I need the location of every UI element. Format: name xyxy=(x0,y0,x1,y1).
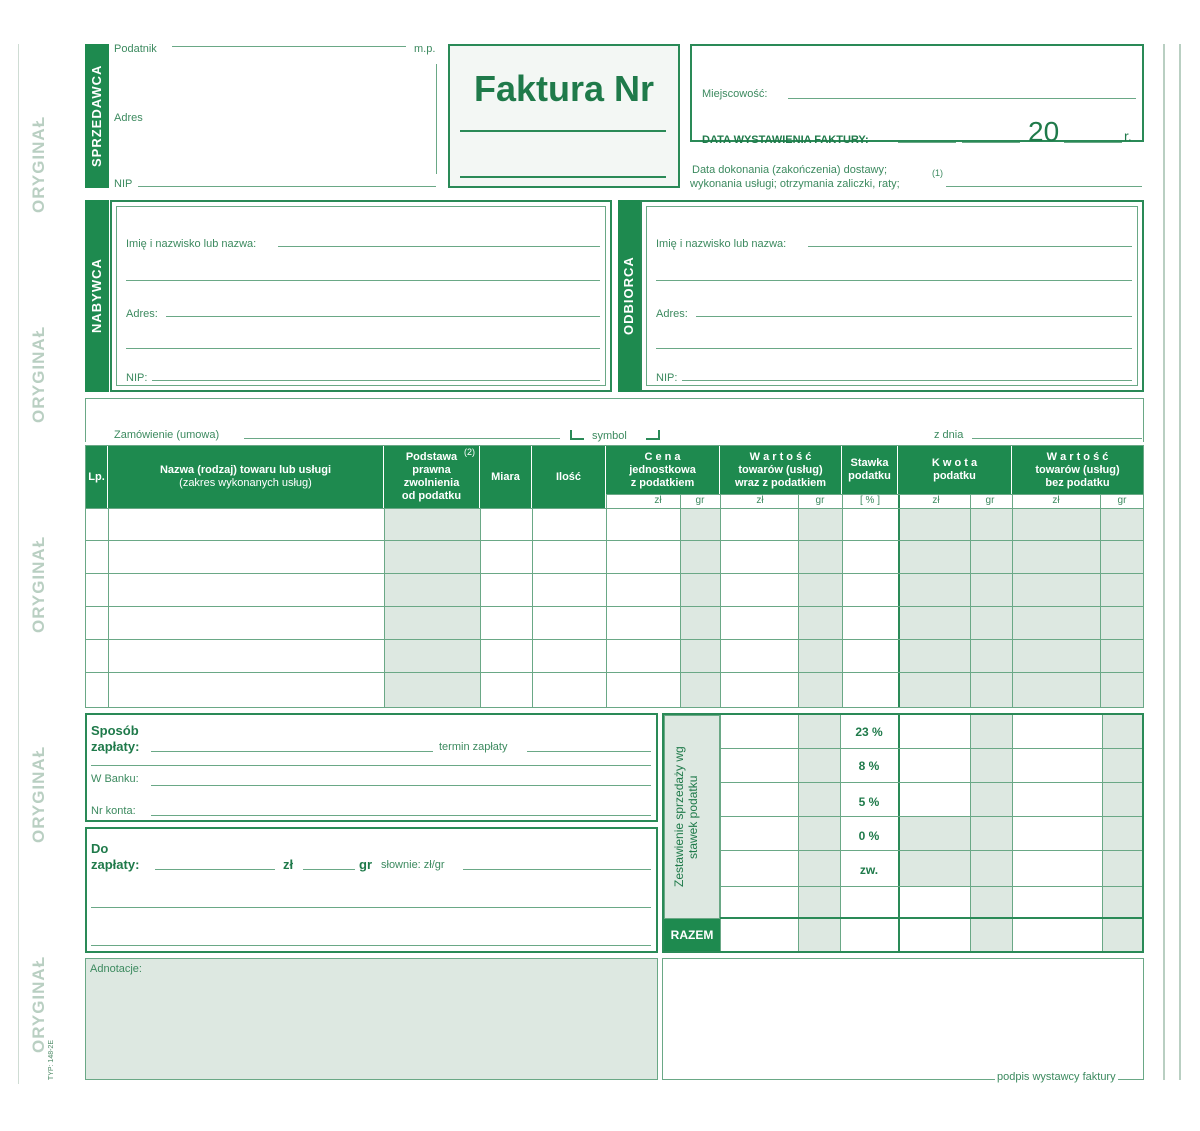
col-gross-zl: zł xyxy=(756,495,764,506)
order-label: Zamówienie (umowa) xyxy=(114,429,220,441)
order-field[interactable] xyxy=(244,438,560,439)
summary-total-row[interactable] xyxy=(720,919,1142,951)
signature-box[interactable] xyxy=(662,958,1144,1083)
seller-bar xyxy=(85,44,109,188)
place-date-box xyxy=(690,44,1144,147)
order-date-label: z dnia xyxy=(934,429,964,441)
buyer-nip-field[interactable] xyxy=(152,380,600,381)
col-tax-zl: zł xyxy=(932,495,940,506)
col-net-zl: zł xyxy=(1052,495,1060,506)
table-row[interactable] xyxy=(86,508,1143,541)
col-name-header xyxy=(108,446,384,508)
col-price-gr: gr xyxy=(695,495,705,506)
payment-method-label-1: Sposób xyxy=(91,723,139,738)
buyer-nip-label: NIP: xyxy=(126,372,148,384)
seller-bar-label: SPRZEDAWCA xyxy=(89,64,104,168)
summary-rate-exempt: zw. xyxy=(859,863,879,877)
col-price-label-3: z podatkiem xyxy=(630,476,695,489)
side-copy-label: ORYGINAŁ xyxy=(29,955,48,1053)
col-price-label-1: C e n a xyxy=(644,450,681,463)
seller-address-divider xyxy=(436,64,437,174)
order-date-field[interactable] xyxy=(972,438,1142,439)
items-table xyxy=(85,445,1144,708)
to-pay-gr-field[interactable] xyxy=(303,869,355,870)
col-tax-gr: gr xyxy=(985,495,995,506)
account-field[interactable] xyxy=(151,815,651,816)
recipient-name-field[interactable] xyxy=(808,246,1132,247)
col-rate-label-2: podatku xyxy=(848,470,891,482)
col-net-label-3: bez podatku xyxy=(1045,476,1110,489)
col-price-zl: zł xyxy=(654,495,662,506)
invoice-title: Faktura Nr xyxy=(473,68,655,109)
summary-total-label: RAZEM xyxy=(664,919,720,951)
to-pay-words-field-3[interactable] xyxy=(91,945,651,946)
to-pay-label-1: Do xyxy=(91,841,109,856)
col-price-header xyxy=(606,446,720,494)
issue-date-label: DATA WYSTAWIENIA FAKTURY: xyxy=(702,134,869,146)
right-edge-lines xyxy=(1163,44,1181,1080)
col-basis-label-4: od podatku xyxy=(401,490,462,502)
delivery-date-label-2: wykonania usługi; otrzymania zaliczki, raty; xyxy=(690,178,900,190)
summary-side-label: Zestawienie sprzedaży wg stawek podatku xyxy=(672,746,700,888)
col-gross-gr: gr xyxy=(815,495,825,506)
order-symbol-bracket-end xyxy=(646,430,660,440)
table-row[interactable] xyxy=(86,673,1143,707)
to-pay-label-2: zapłaty: xyxy=(91,857,140,872)
buyer-bar xyxy=(85,200,109,392)
buyer-inner-frame xyxy=(116,206,606,386)
payment-row-line xyxy=(91,765,651,766)
col-unit-label: Miara xyxy=(491,470,520,483)
side-copy-label: ORYGINAŁ xyxy=(29,745,48,843)
account-label: Nr konta: xyxy=(91,805,136,817)
recipient-address-label: Adres: xyxy=(656,308,688,320)
recipient-box xyxy=(640,200,1144,392)
recipient-name-field-2[interactable] xyxy=(656,280,1132,281)
buyer-address-field-2[interactable] xyxy=(126,348,600,349)
order-symbol-label: symbol xyxy=(592,430,627,442)
col-rate-pct: [ % ] xyxy=(859,495,880,506)
issue-day-field[interactable] xyxy=(898,142,956,143)
payment-due-field[interactable] xyxy=(527,751,651,752)
summary-row[interactable] xyxy=(720,817,1142,851)
invoice-number-field[interactable] xyxy=(460,130,666,132)
payment-method-label-2: zapłaty: xyxy=(91,739,140,754)
buyer-box xyxy=(110,200,612,392)
buyer-name-field-2[interactable] xyxy=(126,280,600,281)
payment-due-label: termin zapłaty xyxy=(439,741,508,753)
col-net-header xyxy=(1012,446,1143,494)
table-row[interactable] xyxy=(86,607,1143,640)
col-basis-label-2: prawna xyxy=(412,464,451,476)
col-net-gr: gr xyxy=(1117,495,1127,506)
form-code: TYP: 148-2E xyxy=(48,1040,55,1081)
table-row[interactable] xyxy=(86,541,1143,574)
payment-method-field[interactable] xyxy=(151,751,433,752)
to-pay-words-field[interactable] xyxy=(463,869,651,870)
col-rate-label-1: Stawka xyxy=(850,457,889,469)
col-price-label-2: jednostkowa xyxy=(629,463,696,476)
recipient-bar xyxy=(618,200,640,392)
side-copy-label: ORYGINAŁ xyxy=(29,325,48,423)
recipient-inner-frame xyxy=(646,206,1138,386)
summary-row[interactable] xyxy=(720,783,1142,817)
seller-mp-label: m.p. xyxy=(414,43,436,55)
annotations-label: Adnotacje: xyxy=(90,963,142,975)
col-tax-header xyxy=(898,446,1012,494)
place-field[interactable] xyxy=(788,98,1136,99)
buyer-address-field[interactable] xyxy=(166,316,600,317)
col-tax-label-2: podatku xyxy=(933,470,976,482)
col-unit-header xyxy=(480,446,532,508)
recipient-name-label: Imię i nazwisko lub nazwa: xyxy=(656,238,787,250)
recipient-address-field[interactable] xyxy=(696,316,1132,317)
side-copy-strip xyxy=(18,44,55,1084)
to-pay-zl-label: zł xyxy=(283,857,294,872)
to-pay-box xyxy=(85,827,658,953)
signature-label: podpis wystawcy faktury xyxy=(997,1071,1116,1083)
header-sub-line xyxy=(606,494,1143,495)
issue-month-field[interactable] xyxy=(962,142,1020,143)
recipient-address-field-2[interactable] xyxy=(656,348,1132,349)
issue-year-prefix: 20 xyxy=(1028,116,1060,147)
bank-field[interactable] xyxy=(151,785,651,786)
to-pay-words-label: słownie: zł/gr xyxy=(381,859,445,871)
side-copy-label: ORYGINAŁ xyxy=(29,115,48,213)
summary-row[interactable] xyxy=(720,715,1142,749)
col-qty-label: Ilość xyxy=(555,470,582,483)
summary-row[interactable] xyxy=(720,851,1142,887)
col-gross-label-2: towarów (usług) xyxy=(738,463,823,476)
summary-row[interactable] xyxy=(720,749,1142,783)
col-basis-label-1: Podstawa xyxy=(405,451,458,463)
summary-box xyxy=(662,713,1144,953)
col-gross-label-1: W a r t o ś ć xyxy=(749,450,812,463)
col-name-sublabel: (zakres wykonanych usług) xyxy=(179,477,312,489)
order-symbol-bracket xyxy=(570,430,584,440)
seller-nip-field[interactable] xyxy=(138,186,436,187)
buyer-name-label: Imię i nazwisko lub nazwa: xyxy=(126,238,257,250)
seller-taxpayer-field[interactable] xyxy=(172,46,406,47)
table-row[interactable] xyxy=(86,640,1143,673)
seller-nip-label: NIP xyxy=(114,178,133,190)
col-net-label-2: towarów (usług) xyxy=(1035,463,1120,476)
payment-box xyxy=(85,713,658,822)
place-label: Miejscowość: xyxy=(702,88,768,100)
col-lp-header xyxy=(86,446,108,508)
delivery-date-label-1: Data dokonania (zakończenia) dostawy; xyxy=(692,164,888,176)
delivery-date-field[interactable] xyxy=(946,186,1142,187)
delivery-note: (1) xyxy=(932,168,943,178)
buyer-address-label: Adres: xyxy=(126,308,158,320)
table-row[interactable] xyxy=(86,574,1143,607)
col-gross-header xyxy=(720,446,842,494)
col-tax-label-1: K w o t a xyxy=(931,457,978,469)
col-gross-label-3: wraz z podatkiem xyxy=(734,476,827,489)
col-basis-note: (2) xyxy=(464,447,475,457)
seller-address-label: Adres xyxy=(114,112,143,124)
to-pay-zl-field[interactable] xyxy=(155,869,275,870)
summary-rate-5: 5 % xyxy=(858,795,880,809)
col-rate-header xyxy=(842,446,898,494)
recipient-bar-label: ODBIORCA xyxy=(621,256,636,336)
issue-year-suffix: r. xyxy=(1124,128,1132,144)
issue-year-field[interactable] xyxy=(1064,142,1122,143)
seller-taxpayer-label: Podatnik xyxy=(114,43,157,55)
to-pay-words-field-2[interactable] xyxy=(91,907,651,908)
invoice-number-field-2[interactable] xyxy=(460,176,666,178)
summary-row[interactable] xyxy=(720,887,1142,919)
col-basis-label-3: zwolnienia xyxy=(403,477,460,489)
buyer-name-field[interactable] xyxy=(278,246,600,247)
summary-rate-23: 23 % xyxy=(855,725,883,739)
col-qty-header xyxy=(532,446,606,508)
recipient-nip-label: NIP: xyxy=(656,372,678,384)
buyer-bar-label: NABYWCA xyxy=(89,258,104,334)
col-lp-label: Lp. xyxy=(88,470,105,483)
invoice-title-box xyxy=(448,44,680,188)
col-name-label: Nazwa (rodzaj) towaru lub usługi xyxy=(159,464,332,476)
summary-rate-0: 0 % xyxy=(858,829,880,843)
col-net-label-1: W a r t o ś ć xyxy=(1046,450,1109,463)
annotations-box[interactable] xyxy=(85,958,658,1080)
to-pay-gr-label: gr xyxy=(359,857,372,872)
summary-rate-8: 8 % xyxy=(858,759,880,773)
bank-label: W Banku: xyxy=(91,773,139,785)
recipient-nip-field[interactable] xyxy=(682,380,1132,381)
side-copy-label: ORYGINAŁ xyxy=(29,535,48,633)
